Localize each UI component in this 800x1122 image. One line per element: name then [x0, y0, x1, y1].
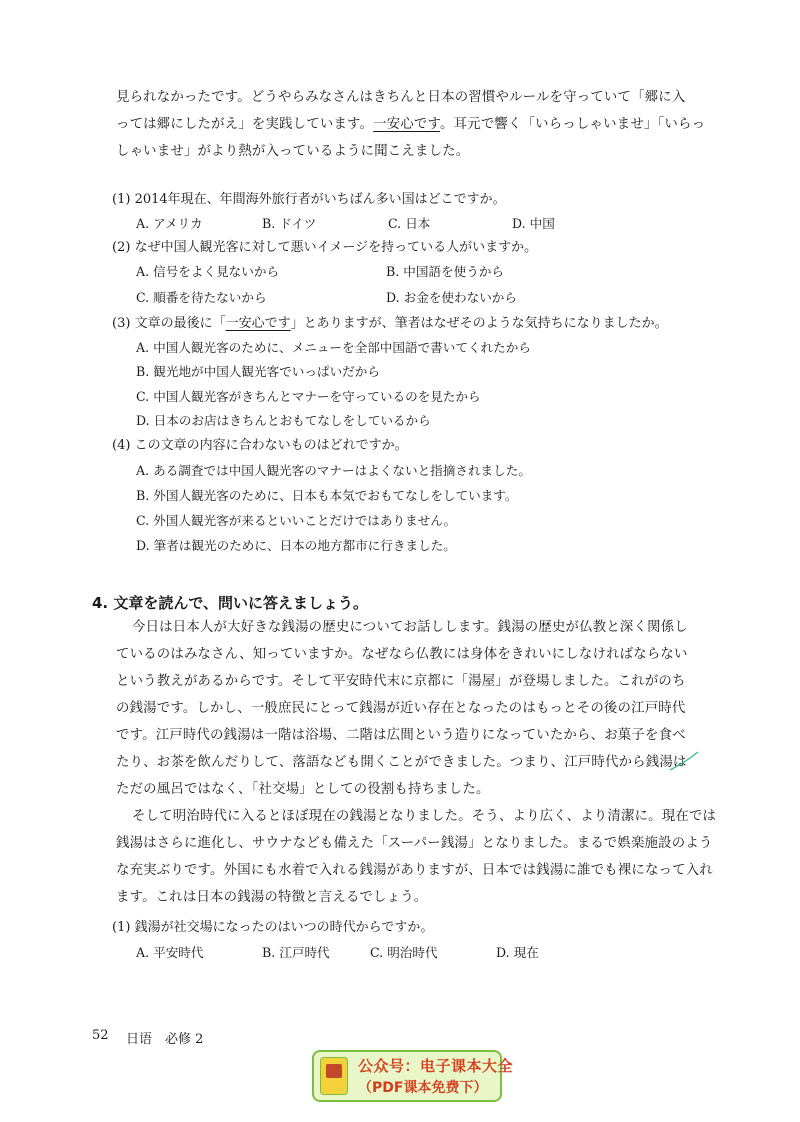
question-text: この文章の内容に合わないものはどれですか。	[134, 438, 408, 453]
q1-option-a: A. アメリカ	[136, 216, 203, 231]
s4-para1-line-1: 今日は日本人が大好きな銭湯の歴史についてお話しします。銭湯の歴史が仏教と深く関係し	[132, 620, 688, 635]
q2-option-a: A. 信号をよく見ないから	[136, 264, 280, 279]
stamp-line-2: （PDF课本免费下）	[358, 1080, 488, 1096]
book-title: 日语 必修 2	[126, 1032, 204, 1047]
q3-option-a: A. 中国人観光客のために、メニューを全部中国語で書いてくれたから	[136, 340, 531, 355]
q1-option-b: B. ドイツ	[262, 216, 317, 231]
q2-option-c: C. 順番を待たないから	[136, 290, 267, 305]
intro-line-2	[116, 111, 716, 138]
q4-option-c: C. 外国人観光客が来るといいことだけではありません。	[136, 513, 457, 528]
intro-line-2-tail: 。耳元で響く「いらっしゃいませ」「いらっ	[440, 117, 706, 132]
q3-option-d: D. 日本のお店はきちんとおもてなしをしているから	[136, 413, 431, 428]
intro-line-2-head: っては郷にしたがえ」を実践しています。	[116, 117, 374, 132]
s4-option-a: A. 平安時代	[136, 945, 204, 960]
stamp-line-1: 公众号：电子课本大全	[358, 1057, 514, 1075]
s4-question-1	[112, 918, 433, 938]
question-number: (1)	[112, 192, 131, 207]
s4-para2-line-2: 銭湯はさらに進化し、サウナなども備えた「スーパー銭湯」となりました。まるで娯楽施設のよう	[116, 836, 713, 851]
page-number: 52	[92, 1028, 109, 1043]
s4-para2-line-4: ます。これは日本の銭湯の特徴と言えるでしょう。	[116, 890, 428, 905]
q3-option-b: B. 観光地が中国人観光客でいっぱいだから	[136, 364, 380, 379]
section-4-title: 4. 文章を読んで、問いに答えましょう。	[92, 594, 369, 612]
s4-para1-line-4: の銭湯です。しかし、一般庶民にとって銭湯が近い存在となったのはもっとその後の江戸時代	[116, 701, 686, 716]
question-text: 銭湯が社交場になったのはいつの時代からですか。	[134, 920, 434, 935]
question-3	[112, 314, 668, 334]
question-underlined-phrase: 一安心です	[225, 316, 291, 331]
s4-option-d: D. 現在	[496, 945, 539, 960]
s4-option-c: C. 明治時代	[370, 945, 438, 960]
s4-para1-line-3: という教えがあるからです。そして平安時代末に京都に「湯屋」が登場しました。これがのち	[116, 674, 686, 689]
question-text: なぜ中国人観光客に対して悪いイメージを持っている人がいますか。	[134, 240, 538, 255]
q4-option-b: B. 外国人観光客のために、日本も本気でおもてなしをしています。	[136, 488, 518, 503]
question-1	[112, 190, 506, 210]
question-number: (2)	[112, 240, 131, 255]
question-number: (4)	[112, 438, 131, 453]
s4-para1-line-7: ただの風呂ではなく、「社交場」としての役割も持ちました。	[116, 782, 490, 797]
s4-para2-line-1: そして明治時代に入るとほぼ現在の銭湯となりました。そう、より広く、より清潔に。現在では	[132, 809, 717, 824]
q2-option-d: D. お金を使わないから	[386, 290, 517, 305]
question-text: 2014年現在、年間海外旅行者がいちばん多い国はどこですか。	[134, 192, 506, 207]
s4-para1-line-5: です。江戸時代の銭湯は一階は浴場、二階は広間という造りになっていたから、お菓子を食べ	[116, 728, 686, 743]
intro-line-3: しゃいませ」がより熱が入っているように聞こえました。	[116, 144, 470, 159]
question-text-before: 文章の最後に「	[134, 316, 226, 331]
question-number: (3)	[112, 316, 131, 331]
q1-option-d: D. 中国	[512, 216, 555, 231]
q4-option-d: D. 筆者は観光のために、日本の地方都市に行きました。	[136, 538, 456, 553]
question-2	[112, 238, 537, 258]
q2-option-b: B. 中国語を使うから	[386, 264, 505, 279]
s4-para1-line-2: ているのはみなさん、知っていますか。なぜなら仏教には身体をきれいにしなければならない	[116, 647, 688, 662]
question-4	[112, 436, 408, 456]
s4-option-b: B. 江戸時代	[262, 945, 330, 960]
intro-underlined-phrase: 一安心です	[373, 117, 441, 132]
pen-mark-icon	[668, 748, 702, 774]
q4-option-a: A. ある調査では中国人観光客のマナーはよくないと指摘されました。	[136, 463, 531, 478]
question-text-after: 」とありますが、筆者はなぜそのような気持ちになりましたか。	[290, 316, 668, 331]
q3-option-c: C. 中国人観光客がきちんとマナーを守っているのを見たから	[136, 389, 481, 404]
watermark-stamp	[312, 1050, 514, 1102]
book-logo-icon	[320, 1057, 348, 1095]
s4-para1-line-6: たり、お茶を飲んだりして、落語なども開くことができました。つまり、江戸時代から銭湯は	[116, 755, 687, 770]
intro-line-1: 見られなかったです。どうやらみなさんはきちんと日本の習慣やルールを守っていて「郷に入	[116, 90, 686, 105]
q1-option-c: C. 日本	[388, 216, 431, 231]
question-number: (1)	[112, 920, 131, 935]
s4-para2-line-3: な充実ぶりです。外国にも水着で入れる銭湯がありますが、日本では銭湯に誰でも裸になって入れ	[116, 863, 713, 878]
